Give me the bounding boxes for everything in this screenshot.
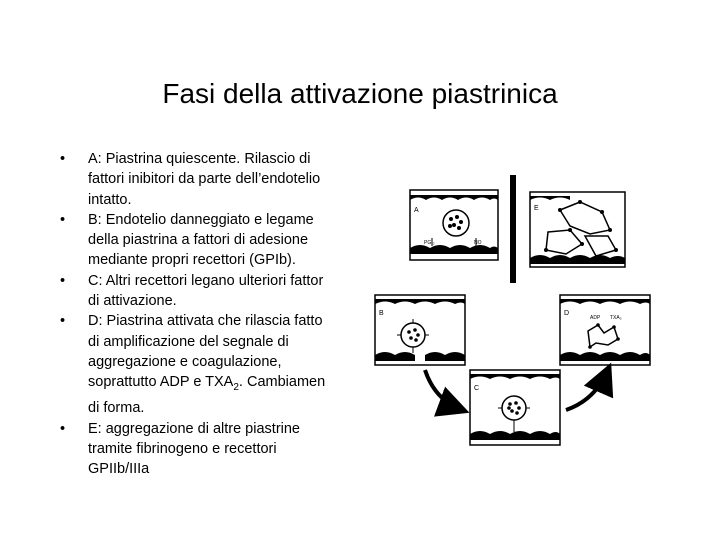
bullet-item bbox=[60, 271, 360, 312]
bullet-line: di amplificazione del segnale di bbox=[88, 333, 289, 350]
bullet-line: soprattutto ADP e $TXA_2$. Cambiamen bbox=[88, 374, 326, 394]
bullet-item bbox=[60, 149, 360, 210]
bullet-item bbox=[60, 210, 360, 271]
platelet-activation-diagram bbox=[370, 170, 670, 460]
panel-a-label: A bbox=[414, 207, 419, 214]
adp-label: ADP bbox=[590, 315, 601, 321]
panel-b-label: B bbox=[379, 310, 384, 317]
bullet-line: B: Endotelio danneggiato e legame bbox=[88, 211, 314, 228]
txa2-label: TXA₂ bbox=[610, 315, 622, 321]
bullet-line: di forma. bbox=[88, 400, 145, 417]
panel-d bbox=[560, 295, 650, 365]
arrow-b-to-c bbox=[425, 370, 462, 410]
slide-title: Fasi della attivazione piastrinica bbox=[162, 78, 558, 109]
bullet-line: GPIIb/IIIa bbox=[88, 461, 150, 478]
arrow-c-to-d bbox=[566, 370, 608, 410]
divider-bar bbox=[510, 175, 516, 283]
panel-e-label: E bbox=[534, 205, 539, 212]
bullet-dot: • bbox=[60, 313, 66, 330]
bullet-line: tramite fibrinogeno e recettori bbox=[88, 441, 277, 458]
panel-b bbox=[375, 295, 465, 365]
bullet-dot: • bbox=[60, 420, 66, 437]
bullet-line: aggregazione e coagulazione, bbox=[88, 353, 282, 370]
bullet-dot: • bbox=[60, 272, 66, 289]
no-label: NO bbox=[474, 240, 482, 246]
bullet-line: mediante propri recettori (GPIb). bbox=[88, 252, 296, 269]
bullet-item bbox=[60, 311, 360, 418]
panel-c-label: C bbox=[474, 385, 480, 392]
bullet-line: di attivazione. bbox=[88, 293, 177, 310]
bullet-line: intatto. bbox=[88, 191, 132, 208]
bullet-line: della piastrina a fattori di adesione bbox=[88, 232, 309, 249]
pgi2-label: PGI₂ bbox=[424, 240, 435, 246]
bullet-line: D: Piastrina attivata che rilascia fatto bbox=[88, 313, 323, 330]
bullet-dot: • bbox=[60, 211, 66, 228]
panel-c bbox=[470, 370, 560, 445]
bullet-dot: • bbox=[60, 151, 66, 167]
bullet-line: C: Altri recettori legano ulteriori fattor bbox=[88, 272, 324, 289]
panel-d-label: D bbox=[564, 310, 570, 317]
bullet-line: A: Piastrina quiescente. Rilascio di bbox=[88, 151, 311, 167]
subscript: 2 bbox=[233, 382, 239, 394]
panel-a bbox=[410, 190, 498, 260]
bullet-line: E: aggregazione di altre piastrine bbox=[88, 420, 300, 437]
bullet-list bbox=[60, 149, 360, 480]
bullet-line: fattori inibitori da parte dell’endotelio bbox=[88, 171, 321, 188]
panel-e bbox=[530, 192, 625, 267]
bullet-item bbox=[60, 419, 360, 480]
